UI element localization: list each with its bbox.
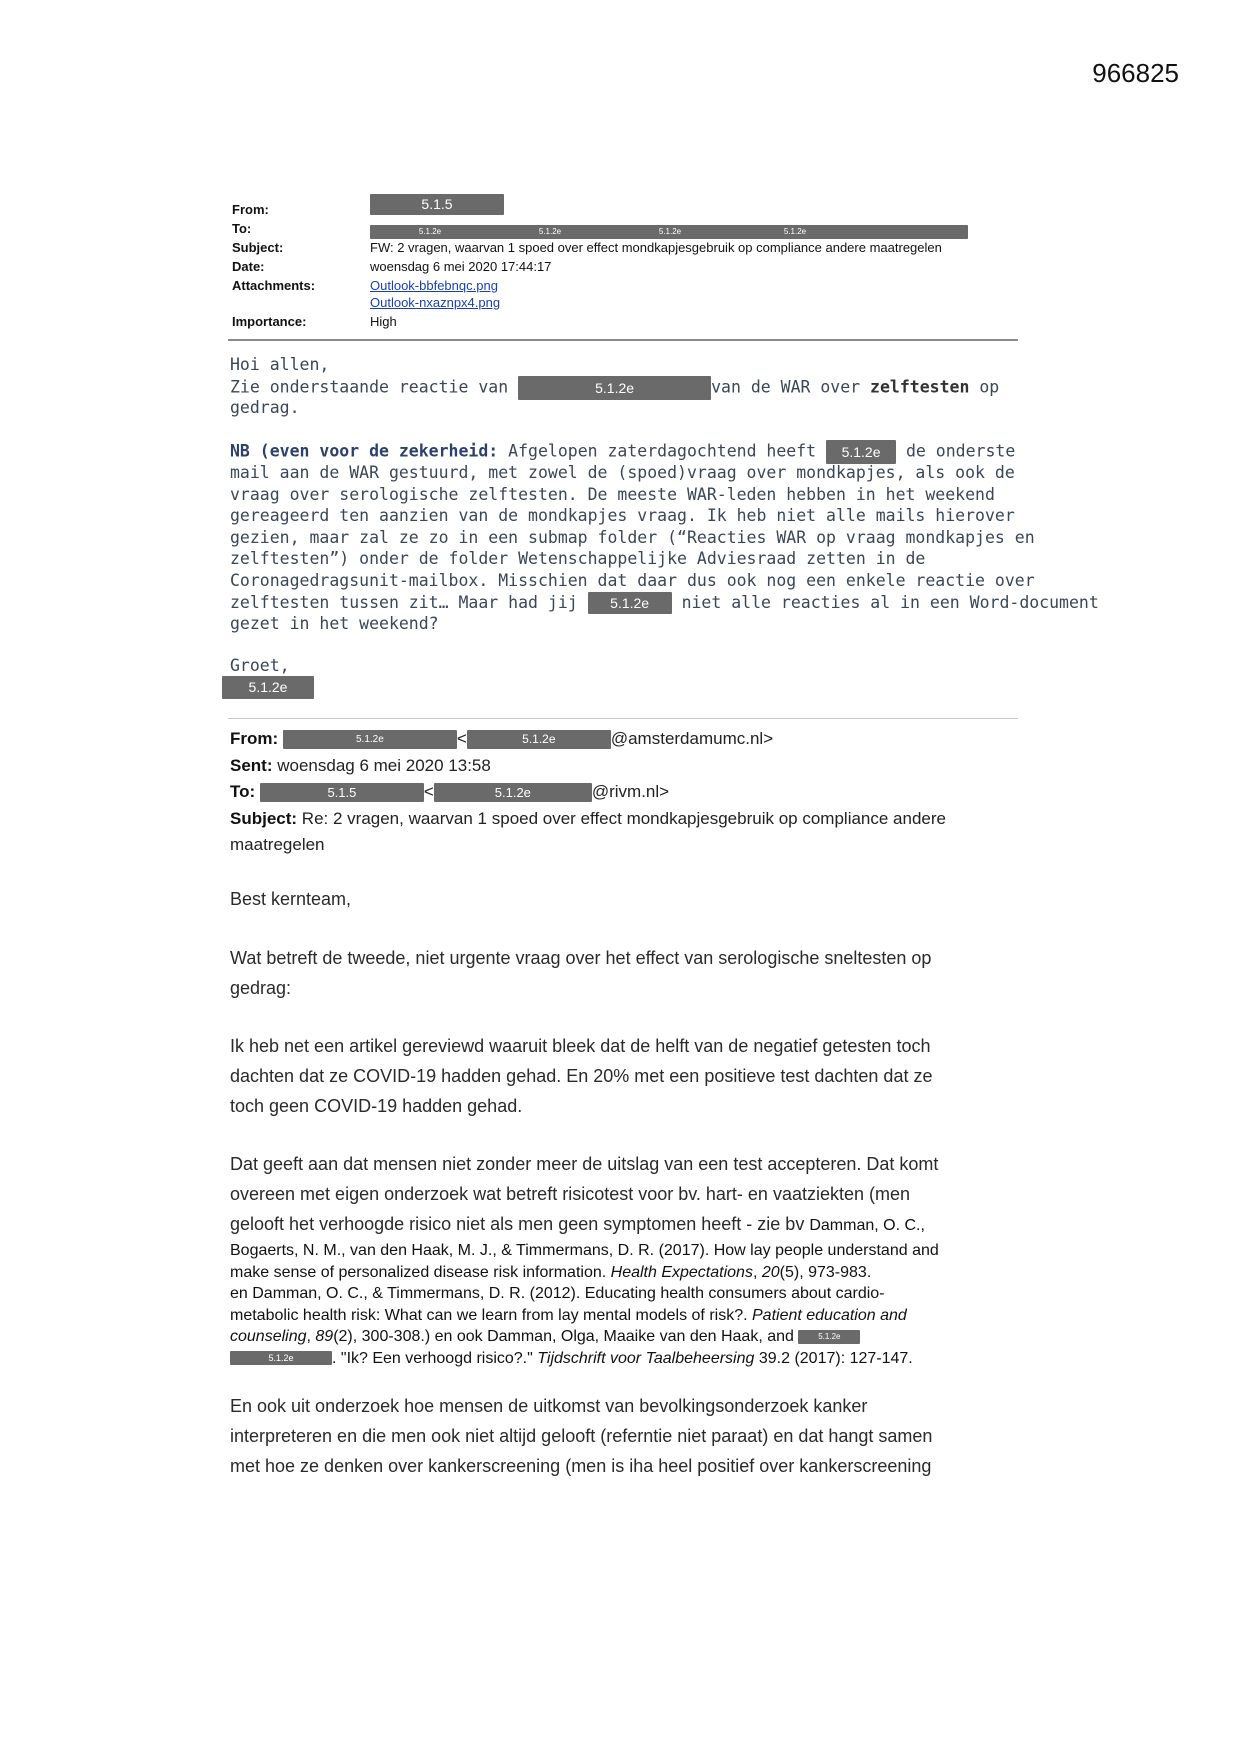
reference-line [230, 1305, 1030, 1327]
reference-line: Bogaerts, N. M., van den Haak, M. J., & Timmermans, D. R. (2017). How lay people understand and [230, 1242, 939, 1259]
header-attachments-row-2 [232, 295, 1022, 311]
importance-value: High [370, 314, 397, 329]
text: gelooft het verhoogde risico niet als men geen symptomen heeft - zie bv [230, 1214, 805, 1234]
message-line: Coronagedragsunit-mailbox. Misschien dat daar dus ook nog een enkele reactie over [230, 570, 1035, 590]
redaction-box: 5.1.2e [798, 1330, 860, 1344]
text: make sense of personalized disease risk information. [230, 1263, 607, 1281]
to-label: To: [232, 221, 252, 236]
reply-from-row [230, 726, 1030, 753]
journal-name: counseling [230, 1328, 307, 1345]
paragraph-line: met hoe ze denken over kankerscreening (men is iha heel positief over kankerscreening [230, 1456, 932, 1476]
header-subject-row [232, 238, 1022, 257]
text: van de WAR over [711, 377, 861, 397]
redaction-box: 5.1.2e [588, 592, 672, 614]
reply-subject-row [230, 806, 1030, 833]
attachment-link-2[interactable]: Outlook-nxaznpx4.png [370, 295, 501, 310]
reply-to-row [230, 779, 1030, 806]
blank-line [230, 635, 1020, 655]
reply-paragraph-2 [230, 1031, 1030, 1121]
sent-value: woensdag 6 mei 2020 13:58 [277, 755, 491, 775]
header-to-row [232, 219, 1022, 238]
journal-name: Health Expectations [610, 1263, 753, 1281]
text: , [306, 1328, 311, 1345]
redaction-label: 5.1.2e [538, 226, 562, 236]
subject-label: Subject: [230, 808, 298, 828]
greeting: Hoi allen, [230, 355, 330, 374]
reply-sent-row [230, 753, 1030, 780]
redaction-label: 5.1.2e [658, 226, 682, 236]
redaction-box: 5.1.2e [283, 730, 457, 749]
paragraph-line: Ik heb net een artikel gereviewd waaruit bleek dat de helft van de negatief getesten toch [230, 1036, 931, 1056]
email-domain: @amsterdamumc.nl> [610, 729, 774, 748]
header-divider [228, 339, 1018, 341]
message-line: vraag over serologische zelftesten. De meeste WAR-leden hebben in het weekend [230, 484, 995, 504]
volume: 20 [761, 1263, 780, 1281]
from-label: From: [230, 729, 279, 748]
email-domain: @rivm.nl> [591, 782, 670, 801]
nb-line [230, 440, 1020, 462]
text: op [979, 377, 1000, 397]
text: (5), 973-983. [779, 1263, 872, 1281]
redaction-label: 5.1.2e [783, 226, 807, 236]
journal-name: Tijdschrift voor Taalbeheersing [537, 1349, 755, 1367]
text: Zie onderstaande reactie van [230, 377, 509, 397]
text: , [752, 1263, 758, 1281]
reply-paragraph-3 [230, 1149, 1030, 1239]
nb-label: NB (even voor de zekerheid: [230, 441, 499, 461]
references [230, 1240, 1030, 1369]
reply-header [230, 726, 1030, 859]
salutation: Best kernteam, [230, 889, 352, 909]
message-divider [228, 718, 1018, 719]
to-label: To: [230, 782, 256, 801]
bold-text: zelftesten [870, 377, 970, 397]
message-line [230, 376, 1020, 398]
document-number: 966825 [1092, 58, 1179, 88]
message-line: gezet in het weekend? [230, 614, 439, 634]
subject-value: Re: 2 vragen, waarvan 1 spoed over effect mondkapjesgebruik op compliance andere [301, 808, 946, 828]
closing: Groet, [230, 655, 290, 675]
message-line: gereageerd ten aanzien van de mondkapjes vraag. Ik heb niet alle mails hierover [230, 506, 1015, 526]
reference-line: en Damman, O. C., & Timmermans, D. R. (2012). Educating health consumers about cardio- [230, 1285, 885, 1302]
volume: 89 [315, 1328, 334, 1345]
reference-line [230, 1348, 1030, 1370]
paragraph-line: dachten dat ze COVID-19 hadden gehad. En 20% met een positieve test dachten dat ze [230, 1066, 933, 1086]
date-value: woensdag 6 mei 2020 17:44:17 [370, 259, 552, 274]
paragraph-line: En ook uit onderzoek hoe mensen de uitkomst van bevolkingsonderzoek kanker [230, 1396, 868, 1416]
from-value [370, 194, 504, 215]
redaction-box: 5.1.2e [222, 676, 314, 699]
text: zelftesten tussen zit… Maar had jij [230, 592, 578, 612]
reference-line [230, 1326, 1030, 1348]
reference-text: Damman, O. C., [809, 1217, 925, 1234]
importance-label: Importance: [232, 314, 307, 329]
reply-paragraph-4 [230, 1391, 1030, 1481]
redaction-box: 5.1.2e [518, 376, 711, 400]
redaction-box: 5.1.5 [370, 194, 504, 215]
paragraph-line: interpreteren en die men ook niet altijd gelooft (referntie niet paraat) en dat hangt samen [230, 1426, 933, 1446]
text: < [456, 729, 467, 748]
text: < [423, 782, 434, 801]
attachments-label: Attachments: [232, 278, 316, 293]
paragraph-line: overeen met eigen onderzoek wat betreft risicotest voor bv. hart- en vaatziekten (men [230, 1184, 911, 1204]
header-attachments-row [232, 276, 1022, 295]
text: de onderste [905, 441, 1016, 461]
message-line: gedrag. [230, 398, 300, 418]
text: 39.2 (2017): 127-147. [758, 1349, 913, 1367]
redaction-box: 5.1.2e [230, 1351, 332, 1365]
reply-subject-row-2: maatregelen [230, 835, 325, 854]
message-line [230, 592, 1099, 614]
text: . "Ik? Een verhoogd risico?." [332, 1349, 533, 1367]
blank-line [230, 419, 1020, 441]
text: niet alle reacties al in een Word-document [681, 592, 1099, 612]
signature [222, 676, 1020, 698]
redaction-box: 5.1.2e [826, 440, 896, 464]
reply-paragraph-1 [230, 943, 1030, 1003]
attachment-link[interactable] [370, 276, 498, 295]
reply-salutation [230, 884, 1030, 914]
attachment-link-1[interactable]: Outlook-bbfebnqc.png [370, 278, 498, 293]
redaction-box: 5.1.2e [467, 730, 611, 749]
reference-line [230, 1262, 1030, 1284]
text: (2), 300-308.) en ook Damman, Olga, Maaike van den Haak, and [333, 1328, 794, 1345]
subject-label: Subject: [232, 240, 284, 255]
paragraph-line: gedrag: [230, 978, 292, 998]
journal-name: Patient education and [752, 1306, 907, 1324]
paragraph-line: Dat geeft aan dat mensen niet zonder meer de uitslag van een test accepteren. Dat komt [230, 1154, 939, 1174]
paragraph-line: toch geen COVID-19 hadden gehad. [230, 1096, 523, 1116]
header-importance-row [232, 312, 1022, 331]
message-line: zelftesten”) onder de folder Wetenschappelijke Adviesraad zetten in de [230, 549, 926, 569]
redaction-box: 5.1.2e [434, 783, 592, 802]
email-header [232, 196, 1022, 331]
date-label: Date: [232, 259, 265, 274]
header-date-row [232, 257, 1022, 276]
sent-label: Sent: [230, 755, 273, 775]
subject-value: FW: 2 vragen, waarvan 1 spoed over effect mondkapjesgebruik op compliance andere maatregelen [370, 240, 942, 255]
redaction-box: 5.1.5 [260, 783, 424, 802]
text: metabolic health risk: What can we learn from lay mental models of risk?. [230, 1306, 748, 1324]
forward-message [230, 354, 1099, 698]
paragraph-line: Wat betreft de tweede, niet urgente vraag over het effect van serologische sneltesten op [230, 948, 932, 968]
header-from-row [232, 196, 1022, 219]
from-label: From: [232, 202, 269, 217]
redaction-box [370, 225, 968, 239]
message-line: mail aan de WAR gestuurd, met zowel de (spoed)vraag over mondkapjes, als ook de [230, 462, 1015, 482]
attachment-link[interactable] [370, 295, 500, 311]
message-line: gezien, maar zal ze zo in een submap folder (“Reacties WAR op vraag mondkapjes en [230, 527, 1035, 547]
paragraph-line [230, 1209, 1030, 1239]
redaction-label: 5.1.2e [418, 226, 442, 236]
text: Afgelopen zaterdagochtend heeft [508, 441, 817, 461]
